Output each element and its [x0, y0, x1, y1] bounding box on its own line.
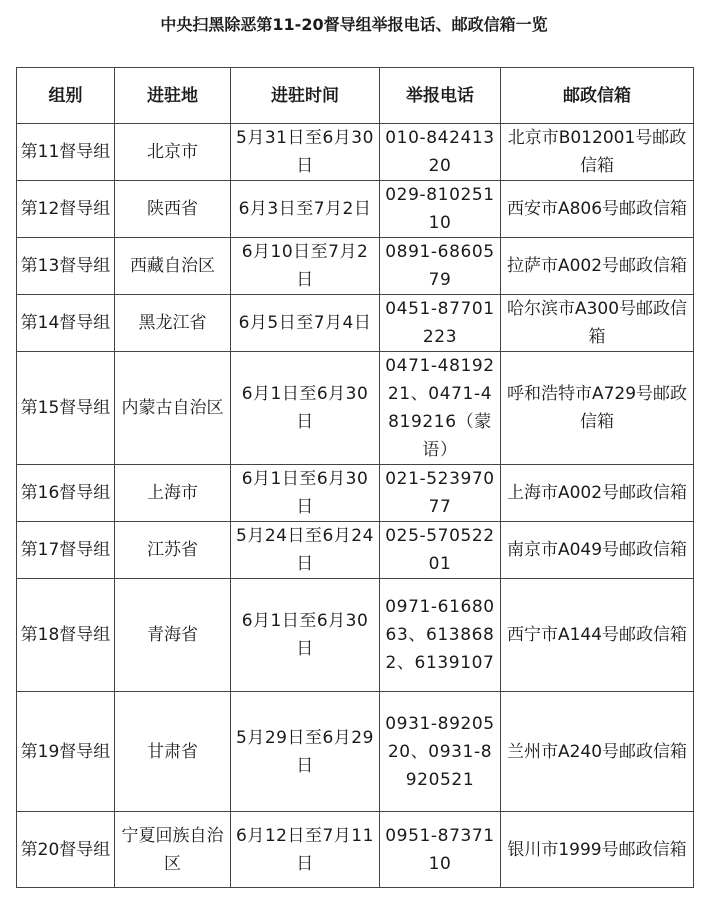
group-cell: 第14督导组	[17, 295, 115, 352]
table-row	[17, 181, 694, 238]
time-cell: 6月3日至7月2日	[231, 181, 380, 238]
phone-cell: 0971-6168063、6138682、6139107	[380, 579, 501, 692]
mailbox-cell: 南京市A049号邮政信箱	[501, 522, 694, 579]
table-row	[17, 465, 694, 522]
page-title: 中央扫黑除恶第11-20督导组举报电话、邮政信箱一览	[160, 15, 548, 34]
phone-cell: 025-57052201	[380, 522, 501, 579]
group-cell: 第18督导组	[17, 579, 115, 692]
time-cell: 6月1日至6月30日	[231, 465, 380, 522]
mailbox-cell: 西安市A806号邮政信箱	[501, 181, 694, 238]
table-header-row	[17, 68, 694, 124]
table-row	[17, 352, 694, 465]
table-row	[17, 295, 694, 352]
table-row	[17, 522, 694, 579]
table-row	[17, 579, 694, 692]
location-cell: 陕西省	[115, 181, 231, 238]
mailbox-cell: 兰州市A240号邮政信箱	[501, 692, 694, 812]
location-cell: 黑龙江省	[115, 295, 231, 352]
header-mailbox: 邮政信箱	[501, 68, 694, 124]
mailbox-cell: 呼和浩特市A729号邮政信箱	[501, 352, 694, 465]
time-cell: 5月29日至6月29日	[231, 692, 380, 812]
group-cell: 第16督导组	[17, 465, 115, 522]
header-phone: 举报电话	[380, 68, 501, 124]
header-group: 组别	[17, 68, 115, 124]
phone-cell: 029-81025110	[380, 181, 501, 238]
table-row	[17, 124, 694, 181]
location-cell: 甘肃省	[115, 692, 231, 812]
group-cell: 第11督导组	[17, 124, 115, 181]
time-cell: 6月12日至7月11日	[231, 812, 380, 888]
group-cell: 第17督导组	[17, 522, 115, 579]
phone-cell: 010-84241320	[380, 124, 501, 181]
mailbox-cell: 拉萨市A002号邮政信箱	[501, 238, 694, 295]
group-cell: 第12督导组	[17, 181, 115, 238]
table-row	[17, 692, 694, 812]
phone-cell: 0951-8737110	[380, 812, 501, 888]
location-cell: 宁夏回族自治区	[115, 812, 231, 888]
supervision-table	[16, 67, 694, 888]
phone-cell: 0931-8920520、0931-8920521	[380, 692, 501, 812]
header-location: 进驻地	[115, 68, 231, 124]
group-cell: 第13督导组	[17, 238, 115, 295]
location-cell: 内蒙古自治区	[115, 352, 231, 465]
mailbox-cell: 北京市B012001号邮政信箱	[501, 124, 694, 181]
group-cell: 第20督导组	[17, 812, 115, 888]
location-cell: 西藏自治区	[115, 238, 231, 295]
phone-cell: 021-52397077	[380, 465, 501, 522]
time-cell: 6月1日至6月30日	[231, 579, 380, 692]
time-cell: 6月1日至6月30日	[231, 352, 380, 465]
group-cell: 第19督导组	[17, 692, 115, 812]
phone-cell: 0451-87701223	[380, 295, 501, 352]
phone-cell: 0471-4819221、0471-4819216（蒙语）	[380, 352, 501, 465]
mailbox-cell: 哈尔滨市A300号邮政信箱	[501, 295, 694, 352]
location-cell: 青海省	[115, 579, 231, 692]
location-cell: 上海市	[115, 465, 231, 522]
mailbox-cell: 西宁市A144号邮政信箱	[501, 579, 694, 692]
header-time: 进驻时间	[231, 68, 380, 124]
time-cell: 6月10日至7月2日	[231, 238, 380, 295]
mailbox-cell: 银川市1999号邮政信箱	[501, 812, 694, 888]
time-cell: 6月5日至7月4日	[231, 295, 380, 352]
table-row	[17, 238, 694, 295]
group-cell: 第15督导组	[17, 352, 115, 465]
time-cell: 5月31日至6月30日	[231, 124, 380, 181]
time-cell: 5月24日至6月24日	[231, 522, 380, 579]
phone-cell: 0891-6860579	[380, 238, 501, 295]
mailbox-cell: 上海市A002号邮政信箱	[501, 465, 694, 522]
location-cell: 北京市	[115, 124, 231, 181]
table-row	[17, 812, 694, 888]
location-cell: 江苏省	[115, 522, 231, 579]
